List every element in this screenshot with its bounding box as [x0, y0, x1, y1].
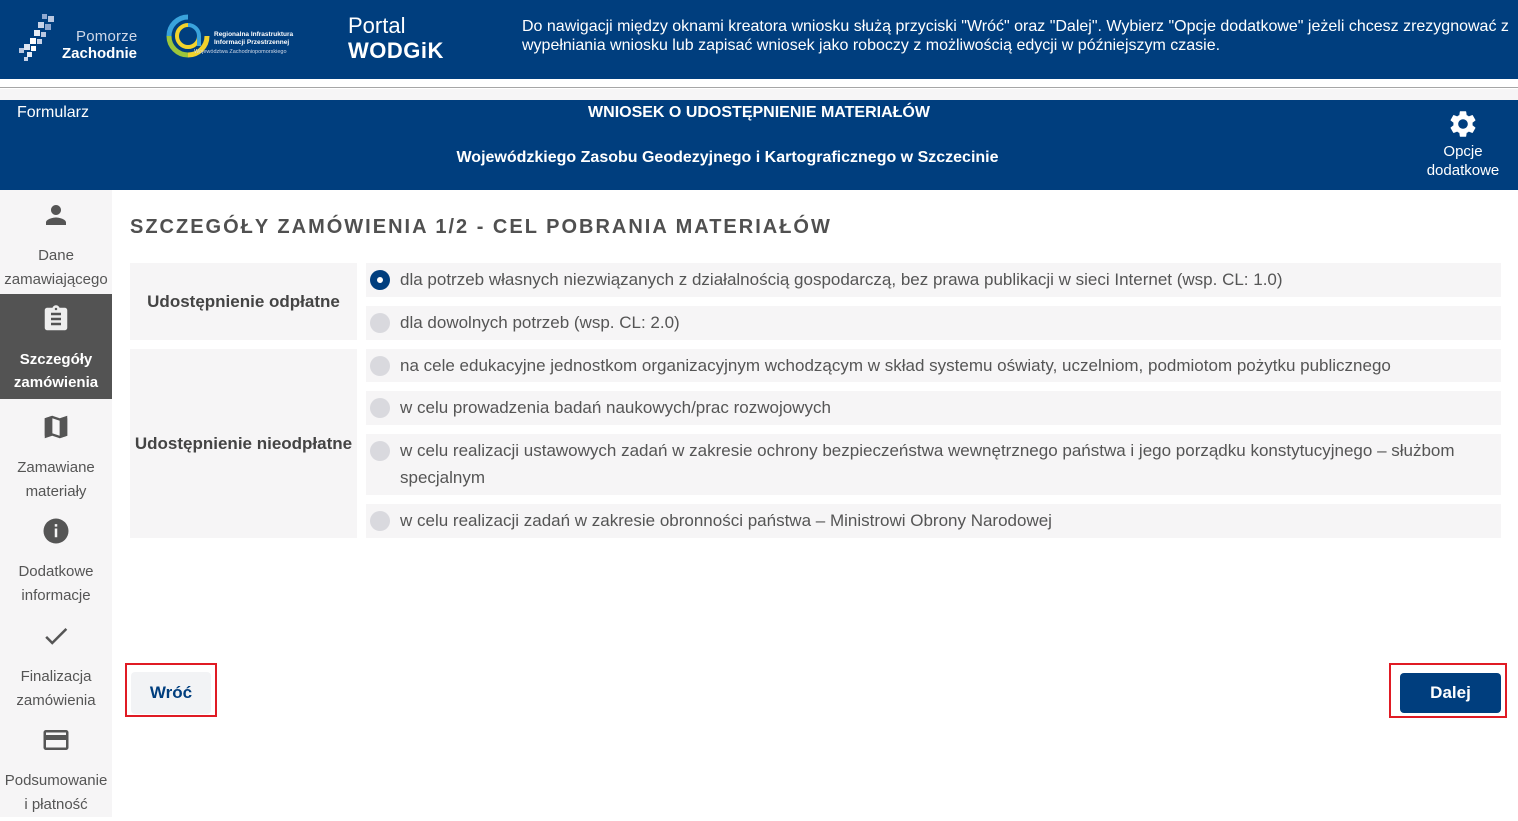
- option-label: na cele edukacyjne jednostkom organizacyjnym wchodzącym w skład systemu oświaty, uczelniom, podmiotom pożytku publicznego: [400, 356, 1391, 375]
- radio-button[interactable]: [370, 398, 390, 418]
- portal-line1: Portal: [348, 13, 406, 38]
- step-finalizacja-zamowienia[interactable]: [0, 621, 112, 717]
- option-radio[interactable]: [366, 391, 1501, 425]
- info-icon: [41, 516, 71, 546]
- step-zamawiane-materialy[interactable]: [0, 412, 112, 508]
- section-title: SZCZEGÓŁY ZAMÓWIENIA 1/2 - CEL POBRANIA MATERIAŁÓW: [130, 216, 832, 238]
- logo-pomorze-line2: Zachodnie: [62, 45, 138, 62]
- riip-logo[interactable]: [166, 12, 306, 62]
- additional-options-label-2: dodatkowe: [1426, 162, 1500, 179]
- form-title: WNIOSEK O UDOSTĘPNIENIE MATERIAŁÓW: [588, 104, 930, 121]
- option-radio[interactable]: [366, 306, 1501, 340]
- additional-options-label-1: Opcje: [1443, 143, 1483, 160]
- step-dane-zamawiajacego[interactable]: [0, 200, 112, 296]
- map-icon: [41, 412, 71, 442]
- option-label: w celu realizacji zadań w zakresie obronności państwa – Ministrowi Obrony Narodowej: [400, 511, 1052, 530]
- radio-button[interactable]: [370, 441, 390, 461]
- group-label-nieodplatne: Udostępnienie nieodpłatne: [130, 349, 357, 538]
- logo-pomorze-line1: Pomorze: [76, 28, 138, 45]
- option-label: dla potrzeb własnych niezwiązanych z działalnością gospodarczą, bez prawa publikacji w sieci Internet (wsp. CL: 1.0): [400, 270, 1283, 289]
- separator-shade: [0, 89, 1518, 100]
- option-radio[interactable]: [366, 263, 1501, 297]
- radio-button-selected[interactable]: [370, 270, 390, 290]
- step-label: i płatność: [24, 796, 88, 813]
- riip-line3: Województwa Zachodniopomorskiego: [194, 49, 287, 55]
- step-szczegoly-zamowienia[interactable]: [0, 294, 112, 399]
- group-label-odplatne: Udostępnienie odpłatne: [130, 263, 357, 340]
- separator-line: [0, 87, 1518, 88]
- form-subtitle: Wojewódzkiego Zasobu Geodezyjnego i Kartograficznego w Szczecinie: [456, 149, 999, 166]
- radio-button[interactable]: [370, 356, 390, 376]
- wizard-steps-sidebar: [0, 190, 112, 817]
- step-label: Dane: [38, 247, 74, 264]
- step-label: Zamawiane: [17, 459, 95, 476]
- separator: [0, 79, 1518, 100]
- back-button[interactable]: Wróć: [131, 672, 211, 714]
- step-label: Dodatkowe: [18, 563, 94, 580]
- step-label: materiały: [25, 483, 87, 500]
- step-label: zamówienia: [13, 374, 99, 391]
- form-banner: [0, 100, 1518, 190]
- portal-line2: WODGiK: [348, 38, 444, 63]
- radio-button[interactable]: [370, 313, 390, 333]
- step-label: informacje: [21, 587, 91, 604]
- option-radio[interactable]: [366, 504, 1501, 538]
- riip-line2: Informacji Przestrzennej: [214, 39, 290, 46]
- step-podsumowanie-i-platnosc[interactable]: [0, 725, 112, 821]
- additional-options-button[interactable]: [1418, 108, 1508, 180]
- clipboard-icon: [41, 304, 71, 334]
- option-label: w celu realizacji ustawowych zadań w zakresie ochrony bezpieczeństwa wewnętrznego państwa i jego porządku konstytucyjnego – służbom specjalnym: [400, 441, 1455, 487]
- top-header: [0, 0, 1518, 79]
- option-radio[interactable]: [366, 349, 1501, 382]
- radio-button[interactable]: [370, 511, 390, 531]
- pomorze-zachodnie-logo[interactable]: [14, 12, 138, 62]
- step-dodatkowe-informacje[interactable]: [0, 516, 112, 612]
- step-label: Podsumowanie: [4, 772, 108, 789]
- person-icon: [41, 200, 71, 230]
- step-label: Finalizacja: [20, 668, 92, 685]
- next-button[interactable]: Dalej: [1400, 673, 1501, 713]
- step-label: zamawiającego: [4, 271, 108, 288]
- form-label: Formularz: [17, 104, 90, 121]
- portal-logo[interactable]: [348, 14, 444, 64]
- navigation-hint: Do nawigacji między oknami kreatora wniosku służą przyciski "Wróć" oraz "Dalej". Wybierz "Opcje dodatkowe" jeżeli chcesz zrezygnować z wypełniania wniosku lub zapisać wniosek jako roboczy z możliwością edycji w późniejszym czasie.: [522, 18, 1509, 54]
- gear-icon: [1447, 108, 1479, 140]
- check-icon: [41, 621, 71, 651]
- option-radio[interactable]: [366, 434, 1501, 495]
- pomorze-logo-icon: [16, 12, 60, 62]
- step-label: zamówienia: [16, 692, 96, 709]
- step-label: Szczegóły: [19, 351, 93, 368]
- credit-card-icon: [41, 725, 71, 755]
- option-label: dla dowolnych potrzeb (wsp. CL: 2.0): [400, 313, 680, 332]
- option-label: w celu prowadzenia badań naukowych/prac rozwojowych: [400, 398, 831, 417]
- riip-line1: Regionalna Infrastruktura: [214, 31, 294, 38]
